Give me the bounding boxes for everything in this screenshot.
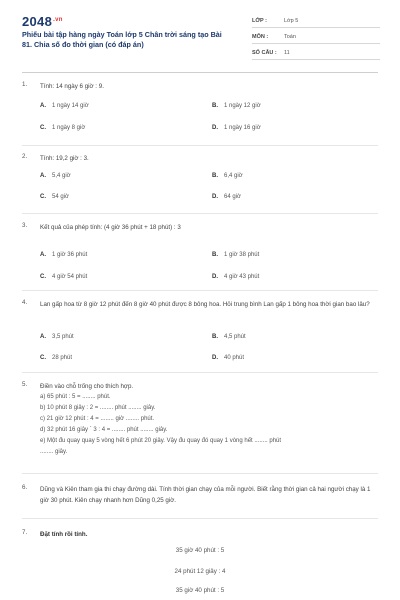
document-header	[0, 0, 400, 70]
question-number: 7.	[22, 529, 28, 536]
option-text: 3,5 phút	[52, 334, 74, 340]
meta-value: Toán	[284, 34, 296, 40]
calc-item: 24 phút 12 giây : 4	[174, 568, 226, 575]
question-number: 5.	[22, 381, 28, 388]
question-text: Dũng và Kiên tham gia thi chạy đường dài. Tính thời gian chạy của mỗi người. Biết rằng thời gian cả hai người chạy là 1 giờ 30 phút. Kiên chạy nhanh hơn Dũng 0,25 giờ.	[40, 486, 371, 504]
meta-row-question-count	[252, 46, 380, 60]
meta-value: 11	[284, 50, 290, 56]
meta-label: SỐ CÂU :	[252, 50, 277, 56]
option-c[interactable]	[40, 125, 85, 131]
option-a[interactable]	[40, 334, 74, 340]
logo-main-text: 2048	[22, 14, 53, 29]
option-text: 28 phút	[52, 355, 73, 361]
option-text: 40 phút	[224, 355, 245, 361]
option-text: 5,4 giờ	[52, 173, 71, 179]
option-letter: C.	[40, 125, 46, 131]
question-text: Lan gấp hoa từ 8 giờ 12 phút đến 8 giờ 40 phút được 8 bông hoa. Hỏi trung bình Lan gấp 1 bông hoa thời gian bao lâu?	[40, 301, 370, 308]
option-text: 1 ngày 12 giờ	[224, 103, 261, 109]
logo-domain-text: .vn	[53, 16, 63, 23]
option-text: 1 giờ 38 phút	[224, 252, 260, 258]
question-text: Tính: 19,2 giờ : 3.	[40, 155, 89, 162]
meta-label: MÔN :	[252, 34, 269, 40]
option-letter: B.	[212, 173, 218, 179]
option-letter: A.	[40, 252, 46, 258]
question-number: 1.	[22, 81, 28, 88]
option-d[interactable]	[212, 355, 244, 361]
option-text: 1 ngày 8 giờ	[52, 125, 86, 131]
option-a[interactable]	[40, 173, 71, 179]
question-divider	[22, 518, 378, 519]
meta-value: Lớp 5	[284, 18, 299, 24]
option-letter: D.	[212, 194, 218, 200]
fill-line-b[interactable]: b) 10 phút 8 giây : 2 = ........ phút ........ giây.	[40, 405, 156, 411]
option-text: 4,5 phút	[224, 334, 246, 340]
option-text: 54 giờ	[52, 194, 69, 200]
question-divider	[22, 213, 378, 214]
option-letter: D.	[212, 355, 218, 361]
option-b[interactable]	[212, 103, 261, 109]
option-letter: A.	[40, 173, 46, 179]
question-number: 2.	[22, 153, 28, 160]
meta-row-subject	[252, 30, 380, 44]
option-letter: D.	[212, 125, 218, 131]
meta-label: LỚP :	[252, 18, 267, 24]
option-letter: B.	[212, 252, 218, 258]
question-number: 4.	[22, 299, 28, 306]
option-c[interactable]	[40, 355, 72, 361]
fill-line-a[interactable]: a) 65 phút : 5 = ........ phút.	[40, 394, 111, 400]
option-text: 1 ngày 14 giờ	[52, 103, 89, 109]
option-d[interactable]	[212, 194, 241, 200]
question-divider	[22, 372, 378, 373]
option-c[interactable]	[40, 194, 69, 200]
header-divider	[22, 72, 378, 73]
question-divider	[22, 145, 378, 146]
document-title: Phiếu bài tập hàng ngày Toán lớp 5 Chân trời sáng tạo Bài 81. Chia số đo thời gian (có đáp án)	[22, 30, 222, 49]
question-text: Kết quả của phép tính: (4 giờ 36 phút + 18 phút) : 3	[40, 224, 181, 231]
option-d[interactable]	[212, 125, 261, 131]
site-logo[interactable]	[22, 14, 63, 29]
question-text: Đặt tính rồi tính.	[40, 531, 88, 538]
option-d[interactable]	[212, 274, 259, 280]
option-letter: C.	[40, 355, 46, 361]
fill-line-c[interactable]: c) 21 giờ 12 phút : 4 = ........ giờ ........ phút.	[40, 416, 155, 422]
fill-line-e-cont[interactable]: ........ giây.	[40, 449, 68, 455]
question-text: Điền vào chỗ trống cho thích hợp.	[40, 383, 134, 390]
option-text: 6,4 giờ	[224, 173, 243, 179]
question-number: 6.	[22, 484, 28, 491]
question-divider	[22, 473, 378, 474]
option-letter: A.	[40, 103, 46, 109]
option-text: 1 ngày 16 giờ	[224, 125, 261, 131]
question-divider	[22, 290, 378, 291]
option-letter: C.	[40, 194, 46, 200]
option-text: 4 giờ 54 phút	[52, 274, 88, 280]
calc-item: 35 giờ 40 phút : 5	[175, 547, 225, 554]
option-b[interactable]	[212, 252, 259, 258]
question-number: 3.	[22, 222, 28, 229]
option-a[interactable]	[40, 103, 89, 109]
calc-item: 35 giờ 40 phút : 5	[175, 587, 225, 594]
option-letter: B.	[212, 334, 218, 340]
option-letter: B.	[212, 103, 218, 109]
option-letter: D.	[212, 274, 218, 280]
question-text: Tính: 14 ngày 6 giờ : 9.	[40, 83, 104, 90]
fill-line-e[interactable]: e) Một đu quay quay 5 vòng hết 6 phút 20 giây. Vậy đu quay đó quay 1 vòng hết ........ phút	[40, 438, 282, 444]
option-text: 4 giờ 43 phút	[224, 274, 260, 280]
option-letter: C.	[40, 274, 46, 280]
fill-line-d[interactable]: d) 32 phút 16 giây ` 3 : 4 = ........ phút ........ giây.	[40, 427, 168, 433]
option-b[interactable]	[212, 334, 246, 340]
meta-row-class	[252, 14, 380, 28]
option-a[interactable]	[40, 252, 87, 258]
option-text: 1 giờ 36 phút	[52, 252, 88, 258]
option-text: 64 giờ	[224, 194, 241, 200]
option-b[interactable]	[212, 173, 243, 179]
option-c[interactable]	[40, 274, 87, 280]
option-letter: A.	[40, 334, 46, 340]
